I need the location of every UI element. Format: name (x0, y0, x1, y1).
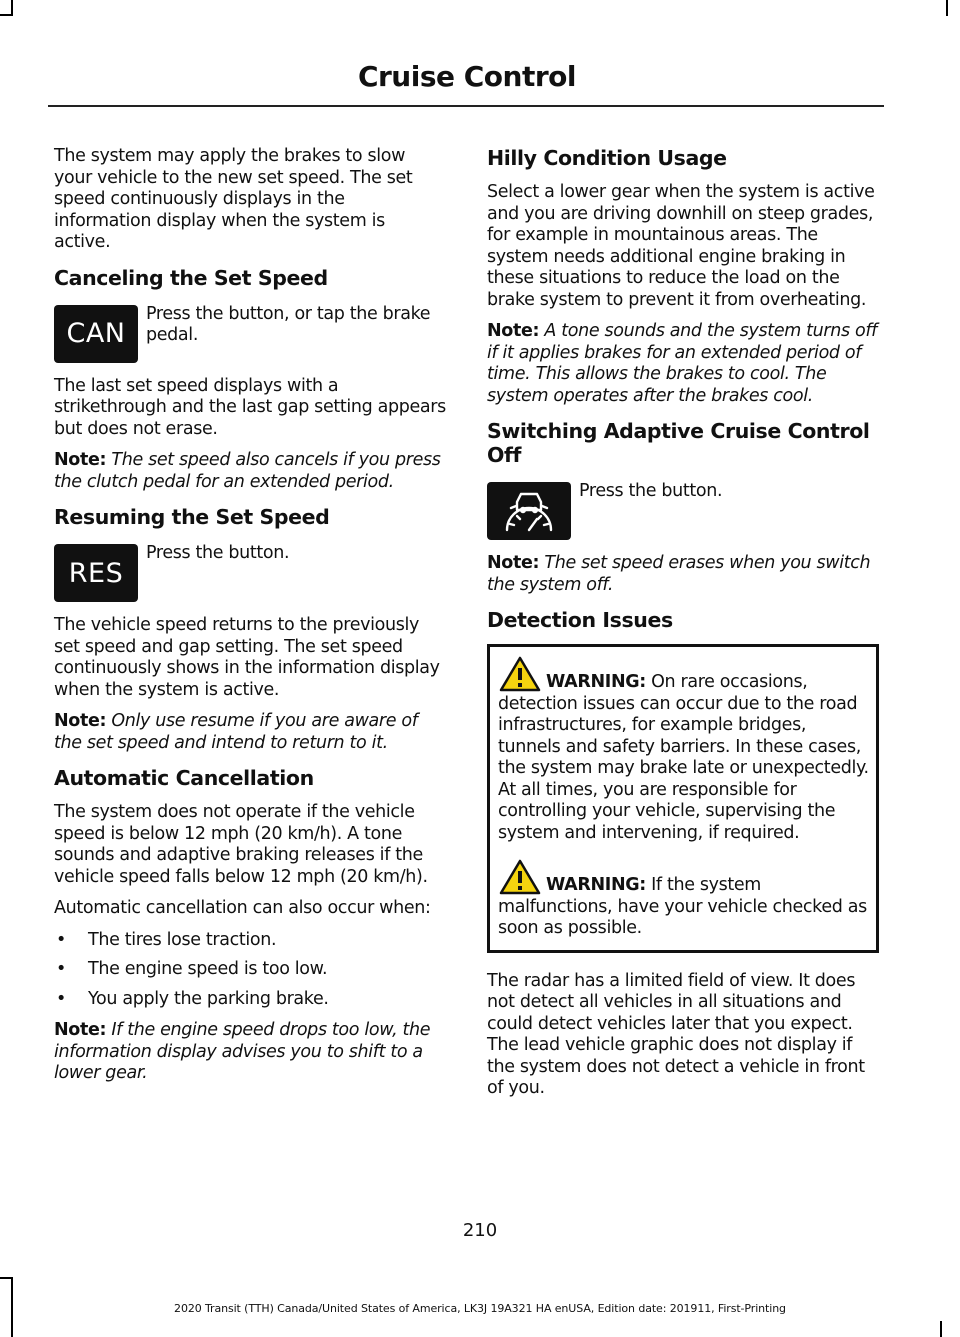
hilly-paragraph: Select a lower gear when the system is active and you are driving downhill on steep grades, for example in mountainous areas. The system needs additional engine braking in these situations to reduce the load on the brake system to prevent it from overheating. (487, 182, 875, 310)
note-text: A tone sounds and the system turns off if it applies brakes for an extended period of time. This allows the brakes to cool. The system operates after the brakes cool. (487, 321, 877, 406)
left-column (54, 146, 446, 1095)
auto-cancel-intro: Automatic cancellation can also occur when: (54, 898, 431, 918)
note-text: The set speed erases when you switch the system off. (487, 553, 871, 595)
detection-heading: Detection Issues (487, 608, 673, 632)
cancel-note (54, 450, 446, 493)
crop-mark (0, 1277, 13, 1279)
note-label: Note: (54, 450, 107, 470)
header-rule (48, 105, 884, 107)
page-number: 210 (462, 1220, 498, 1241)
intro-paragraph: The system may apply the brakes to slow your vehicle to the new set speed. The set speed continuously displays in the information display when the system is active. (54, 146, 413, 252)
bullet: • (56, 959, 66, 979)
warning-2 (498, 858, 870, 940)
auto-cancel-note (54, 1020, 446, 1085)
resume-instruction (54, 541, 446, 601)
list-item-text: The engine speed is too low. (88, 959, 328, 979)
cancel-instruction-text: Press the button, or tap the brake pedal. (146, 303, 431, 345)
hilly-heading: Hilly Condition Usage (487, 146, 727, 170)
crop-mark (946, 0, 948, 16)
auto-cancel-paragraph: The system does not operate if the vehicle speed is below 12 mph (20 km/h). A tone sounds and adaptive braking releases if the vehicle speed falls below 12 mph (20 km/h). (54, 802, 428, 887)
note-label: Note: (487, 553, 540, 573)
acc-off-note (487, 553, 879, 596)
warning-triangle-icon (498, 858, 542, 896)
warning-label: WARNING: (546, 672, 646, 692)
acc-off-heading: Switching Adaptive Cruise Control Off (487, 419, 870, 467)
note-text: Only use resume if you are aware of the set speed and intend to return to it. (54, 711, 418, 753)
warning-1 (498, 655, 870, 844)
cancel-button-icon: CAN (54, 305, 138, 363)
warning-text: If the system malfunctions, have your vehicle checked as soon as possible. (498, 875, 867, 938)
warning-box (487, 644, 879, 953)
cancel-instruction (54, 302, 446, 362)
crop-mark (0, 14, 13, 16)
warning-text: On rare occasions, detection issues can occur due to the road infrastructures, for example bridges, tunnels and safety barriers. In these cases, the system may brake late or unexpectedly. At all times, you are responsible for controlling your vehicle, supervising the system and intervening, if required. (498, 672, 869, 843)
note-text: If the engine speed drops too low, the information display advises you to shift to a lower gear. (54, 1020, 431, 1083)
list-item (54, 989, 446, 1011)
warning-triangle-icon (498, 655, 542, 693)
cancel-paragraph: The last set speed displays with a strikethrough and the last gap setting appears but does not erase. (54, 375, 446, 439)
list-item (54, 930, 446, 952)
acc-off-instruction (487, 479, 879, 539)
footer-text: 2020 Transit (TTH) Canada/United States of America, LK3J 19A321 HA enUSA, Edition date: 201911, First-Printing (174, 1302, 786, 1315)
auto-cancel-heading: Automatic Cancellation (54, 766, 314, 790)
warning-label: WARNING: (546, 875, 646, 895)
adaptive-cruise-icon (487, 482, 571, 540)
resume-heading: Resuming the Set Speed (54, 505, 330, 529)
bullet: • (56, 929, 66, 950)
list-item-text: You apply the parking brake. (88, 988, 329, 1009)
crop-mark (940, 1321, 942, 1337)
auto-cancel-list (54, 930, 446, 1011)
bullet: • (56, 988, 66, 1009)
cancel-heading: Canceling the Set Speed (54, 265, 328, 290)
list-item-text: The tires lose traction. (88, 929, 277, 950)
note-label: Note: (54, 711, 107, 731)
resume-paragraph: The vehicle speed returns to the previously set speed and gap setting. The set speed continuously shows in the information display when the system is active. (54, 615, 440, 700)
page-title: Cruise Control (357, 60, 576, 93)
note-text: The set speed also cancels if you press the clutch pedal for an extended period. (54, 450, 441, 492)
resume-instruction-text: Press the button. (146, 543, 290, 563)
detection-paragraph: The radar has a limited field of view. It does not detect all vehicles in all situations and could detect vehicles later that you expect. The lead vehicle graphic does not display if the system does not detect a vehicle in front of you. (487, 970, 865, 1098)
list-item (54, 959, 446, 981)
note-label: Note: (487, 321, 540, 341)
note-label: Note: (54, 1020, 107, 1040)
right-column (487, 146, 879, 1110)
acc-off-instruction-text: Press the button. (579, 481, 723, 501)
resume-note (54, 711, 446, 754)
resume-button-icon: RES (54, 544, 138, 602)
hilly-note (487, 321, 879, 407)
